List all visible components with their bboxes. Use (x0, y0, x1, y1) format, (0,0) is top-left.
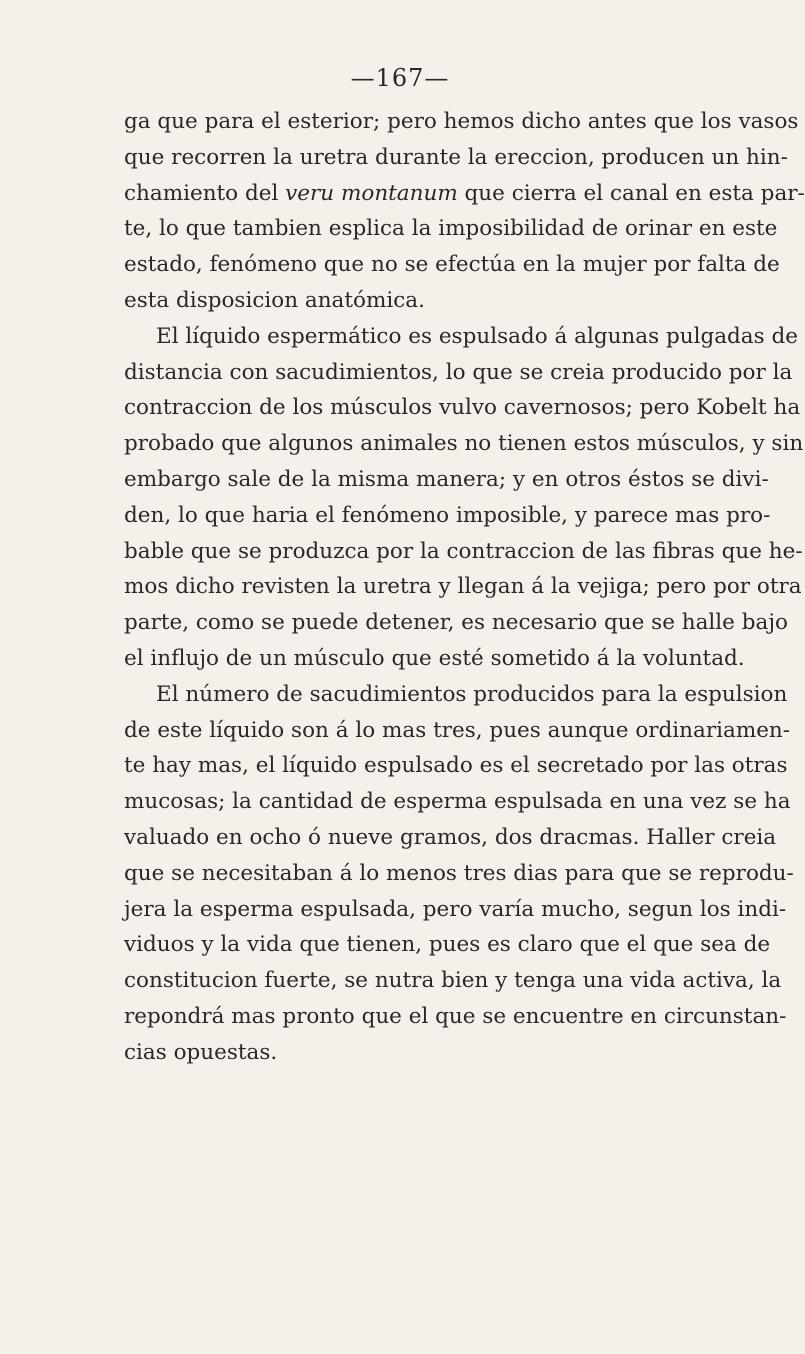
text-line: valuado en ocho ó nueve gramos, dos dracmas. Haller creia (124, 824, 777, 850)
text-line: chamiento del veru montanum que cierra el canal en esta par- (124, 180, 805, 206)
text-line: estado, fenómeno que no se efectúa en la mujer por falta de (124, 252, 780, 278)
text-line: que recorren la uretra durante la ereccion, producen un hin- (124, 144, 788, 170)
text-line: mos dicho revisten la uretra y llegan á la vejiga; pero por otra (124, 574, 802, 600)
italic-term: veru montanum (285, 180, 458, 206)
text-line: viduos y la vida que tienen, pues es claro que el que sea de (124, 932, 771, 958)
text-line: parte, como se puede detener, es necesario que se halle bajo (124, 610, 788, 636)
text-line: cias opuestas. (124, 1039, 278, 1065)
paragraph (124, 319, 804, 677)
text-line: probado que algunos animales no tienen estos músculos, y sin (124, 431, 804, 457)
text-line: distancia con sacudimientos, lo que se creia producido por la (124, 359, 793, 385)
text-line: embargo sale de la misma manera; y en otros éstos se divi- (124, 466, 769, 492)
text-line: el influjo de un músculo que esté sometido á la voluntad. (124, 645, 745, 671)
text-line: constitucion fuerte, se nutra bien y tenga una vida activa, la (124, 968, 782, 994)
text-line: de este líquido son á lo mas tres, pues aunque ordinariamen- (124, 717, 791, 743)
text-line: contraccion de los músculos vulvo cavernosos; pero Kobelt ha (124, 395, 801, 421)
paragraph (124, 104, 805, 319)
text-line: den, lo que haria el fenómeno imposible, y parece mas pro- (124, 502, 771, 528)
text-line: jera la esperma espulsada, pero varía mucho, segun los indi- (124, 896, 787, 922)
text-line: bable que se produzca por la contraccion de las fibras que he- (124, 538, 803, 564)
body-text (124, 104, 805, 1071)
text-line: El líquido espermático es espulsado á algunas pulgadas de (156, 323, 798, 349)
text-line: mucosas; la cantidad de esperma espulsada en una vez se ha (124, 789, 791, 815)
text-line: repondrá mas pronto que el que se encuentre en circunstan- (124, 1003, 787, 1029)
text-line: te hay mas, el líquido espulsado es el secretado por las otras (124, 753, 788, 779)
text-line: El número de sacudimientos producidos para la espulsion (156, 681, 788, 707)
paragraph (124, 677, 794, 1071)
text-line: ga que para el esterior; pero hemos dicho antes que los vasos (124, 109, 799, 134)
text-line: te, lo que tambien esplica la imposibilidad de orinar en este (124, 216, 778, 242)
page-number: —167— (350, 64, 450, 92)
text-line: esta disposicion anatómica. (124, 287, 425, 313)
text-line: que se necesitaban á lo menos tres dias para que se reprodu- (124, 860, 794, 886)
